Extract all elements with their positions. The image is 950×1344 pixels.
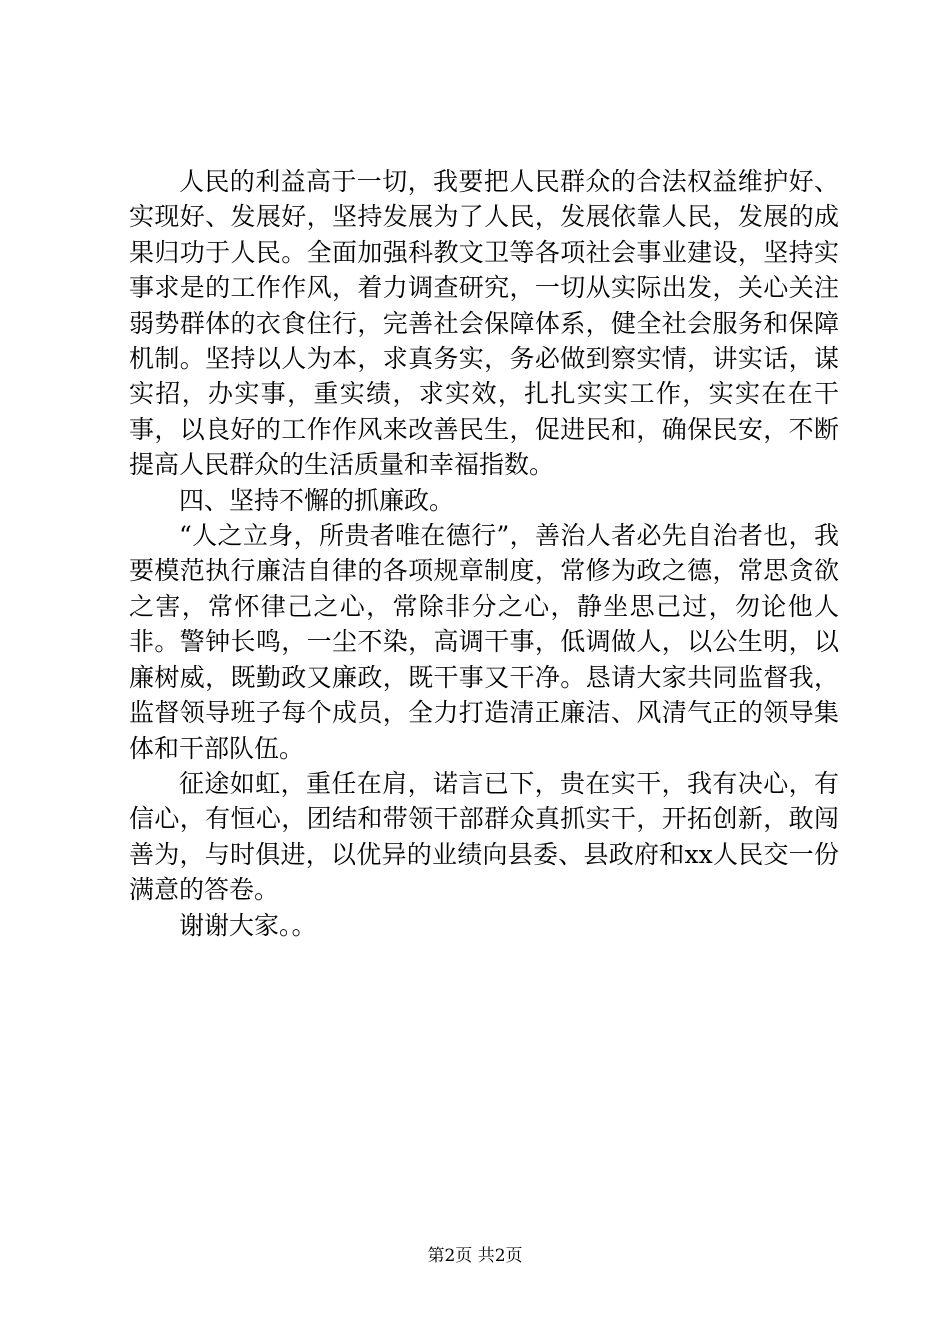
paragraph-integrity: “人之立身，所贵者唯在德行”，善治人者必先自治者也，我要模范执行廉洁自律的各项规章制度，常修为政之德，常思贪欲之害，常怀律己之心，常除非分之心，静坐思己过，勿论他人非。警钟长鸣，一尘不染，高调干事，低调做人，以公生明，以廉树威，既勤政又廉政，既干事又干净。恳请大家共同监督我，监督领导班子每个成员，全力打造清正廉洁、风清气正的领导集体和干部队伍。 — [129, 521, 839, 763]
paragraph-people-interests: 人民的利益高于一切，我要把人民群众的合法权益维护好、实现好、发展好，坚持发展为了人民，发展依靠人民，发展的成果归功于人民。全面加强科教文卫等各项社会事业建设，坚持实事求是的工作作风，着力调查研究，一切从实际出发，关心关注弱势群体的衣食住行，完善社会保障体系，健全社会服务和保障机制。坚持以人为本，求真务实，务必做到察实情，讲实话，谋实招，办实事，重实绩，求实效，扎扎实实工作，实实在在干事，以良好的工作作风来改善民生，促进民和，确保民安，不断提高人民群众的生活质量和幸福指数。 — [129, 167, 839, 480]
page-number-footer: 第2页 共2页 — [427, 1246, 523, 1266]
document-body — [129, 164, 839, 943]
paragraph-thanks: 谢谢大家。。 — [179, 910, 317, 940]
paragraph-commitment: 征途如虹，重任在肩，诺言已下，贵在实干，我有决心，有信心，有恒心，团结和带领干部群众真抓实干，开拓创新，敢闯善为，与时俱进，以优异的业绩向县委、县政府和xx人民交一份满意的答卷。 — [129, 768, 839, 905]
section-heading-integrity: 四、坚持不懈的抓廉政。 — [179, 485, 455, 515]
